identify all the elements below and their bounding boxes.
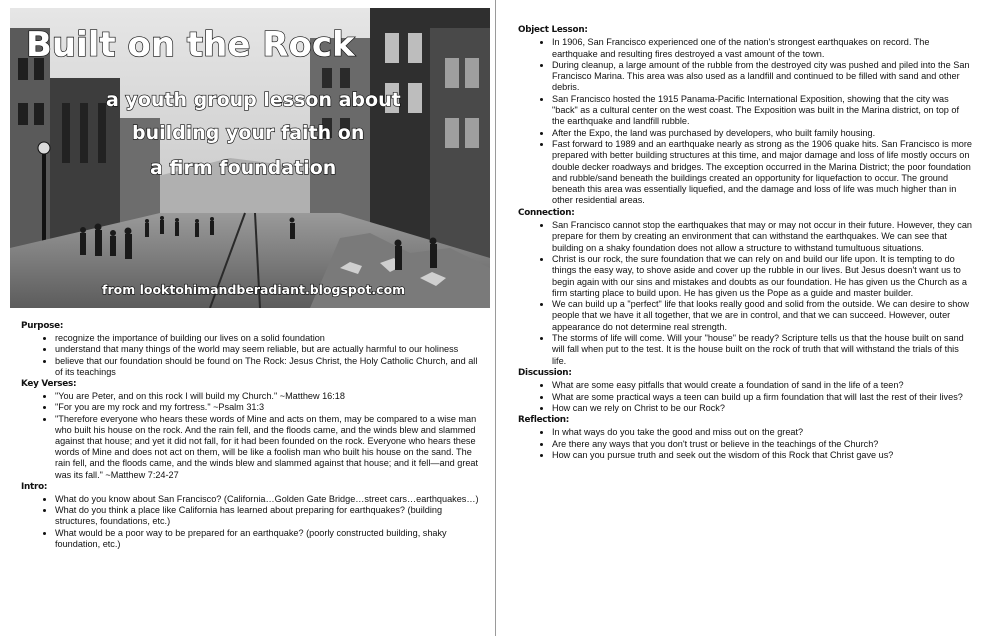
key-verse-item: • "Therefore everyone who hears these words of Mine and acts on them, may be compared to a wise man who built his house on the rock. And the rain fell, and the floods came, and the winds blew and slammed against that house; and yet it did not fall, for it had been founded on the rock. Everyone who hears these words of Mine and does not act on them, will be like a foolish man who built his house on the sand. The rain fell, and the floods came, and the winds blew and slammed against that house; and it fell—and great was its fall." ~Matthew 7:24-27 bbox=[55, 414, 480, 481]
reflection-heading: Reflection: bbox=[518, 415, 570, 426]
discussion-item: • What are some practical ways a teen can build up a firm foundation that will last the rest of their lives? bbox=[552, 392, 972, 403]
object-lesson-list bbox=[522, 37, 972, 206]
connection-heading: Connection: bbox=[518, 207, 575, 218]
discussion-heading: Discussion: bbox=[518, 367, 572, 378]
intro-item: • What do you know about San Francisco? (California…Golden Gate Bridge…street cars…earthquakes…) bbox=[55, 494, 480, 505]
banner-subtitle-line-3: a firm foundation bbox=[150, 157, 337, 179]
key-verses-list bbox=[25, 391, 480, 481]
earthquake-street-photo bbox=[10, 8, 490, 308]
object-lesson-item: • After the Expo, the land was purchased by developers, who built family housing. bbox=[552, 128, 972, 139]
object-lesson-item: • Fast forward to 1989 and an earthquake nearly as strong as the 1906 quake hits. San Francisco is more prepared with better building structures at this time, and major damage and loss of life mostly occurs on double decker roadways and bridges. The exception occurred in the Marina District; the poor foundation and rubble/sand beneath the buildings created an opportunity for liquefaction to occur. The ground beneath this area was essentially liquefied, and the damage and loss of life was much higher than in other residential areas. bbox=[552, 139, 972, 207]
connection-item: • San Francisco cannot stop the earthquakes that may or may not occur in their future. However, they can prepare for them by creating an environment that can withstand the earthquakes. We can see that building on a shaky foundation does not allow a structure to withstand tumultuous situations. bbox=[552, 220, 972, 254]
intro-list bbox=[25, 494, 480, 550]
purpose-heading: Purpose: bbox=[21, 321, 64, 331]
reflection-list bbox=[522, 427, 972, 461]
intro-heading: Intro: bbox=[21, 481, 48, 492]
left-column bbox=[21, 320, 480, 550]
banner-source: from looktohimandberadiant.blogspot.com bbox=[102, 282, 406, 297]
intro-item: • What would be a poor way to be prepared for an earthquake? (poorly constructed building, shaky foundation, etc.) bbox=[55, 528, 480, 550]
purpose-list bbox=[25, 333, 480, 378]
object-lesson-heading: Object Lesson: bbox=[518, 25, 588, 35]
banner-subtitle-line-2: building your faith on bbox=[132, 122, 365, 144]
connection-item: • The storms of life will come. Will your "house" be ready? Scripture tells us that the house built on sand will fall when put to the test. It is the house built on the rock of truth that will withstand the trials of this life. bbox=[552, 333, 972, 367]
banner-photo bbox=[10, 8, 490, 308]
discussion-list bbox=[522, 380, 972, 414]
reflection-item: • How can you pursue truth and seek out the wisdom of this Rock that Christ gave us? bbox=[552, 450, 972, 461]
banner-title: Built on the Rock bbox=[26, 25, 355, 65]
object-lesson-item: • In 1906, San Francisco experienced one of the nation's strongest earthquakes on record. The earthquake and resulting fires destroyed a vast amount of the town. bbox=[552, 37, 972, 60]
key-verses-heading: Key Verses: bbox=[21, 379, 77, 390]
banner-subtitle-line-1: a youth group lesson about bbox=[106, 89, 401, 111]
purpose-item: • recognize the importance of building our lives on a solid foundation bbox=[55, 333, 480, 344]
connection-item: • Christ is our rock, the sure foundation that we can rely on and build our life upon. It is tempting to do things the easy way, to shove aside and cover up the rubble in our lives. But Jesus doesn't want us to begin again with our sins and mistakes and doubts as our foundation. He has given us the Church as a firm starting place to build upon. He has given us the Pope as a guide and master builder. bbox=[552, 254, 972, 299]
discussion-item: • How can we rely on Christ to be our Rock? bbox=[552, 403, 972, 414]
connection-list bbox=[522, 220, 972, 367]
discussion-item: • What are some easy pitfalls that would create a foundation of sand in the life of a teen? bbox=[552, 380, 972, 391]
connection-item: • We can build up a "perfect" life that looks really good and solid from the outside. We can desire to show people that we have it all together, that we are in control, and that we can succeed. However, outer appearance do not determine real strength. bbox=[552, 299, 972, 333]
key-verse-item: • "For you are my rock and my fortress." ~Psalm 31:3 bbox=[55, 402, 480, 413]
object-lesson-item: • During cleanup, a large amount of the rubble from the destroyed city was pushed and piled into the San Francisco Marina. This area was also used as a landfill and continued to be filled with sand and other debris. bbox=[552, 60, 972, 94]
intro-item: • What do you think a place like California has learned about preparing for earthquakes? (building structures, foundations, etc.) bbox=[55, 505, 480, 527]
key-verse-item: • "You are Peter, and on this rock I will build my Church." ~Matthew 16:18 bbox=[55, 391, 480, 402]
reflection-item: • Are there any ways that you don't trust or believe in the teachings of the Church? bbox=[552, 439, 972, 450]
purpose-item: • believe that our foundation should be found on The Rock: Jesus Christ, the Holy Catholic Church, and all of its teachings bbox=[55, 356, 480, 378]
reflection-item: • In what ways do you take the good and miss out on the great? bbox=[552, 427, 972, 438]
purpose-item: • understand that many things of the world may seem reliable, but are actually harmful to our holiness bbox=[55, 344, 480, 355]
right-column bbox=[518, 24, 972, 461]
column-divider bbox=[495, 0, 496, 636]
object-lesson-item: • San Francisco hosted the 1915 Panama-Pacific International Exposition, showing that the city was "back" as a cultural center on the west coast. The Exposition was built in the Marina district, on top of the earthquake and landfill rubble. bbox=[552, 94, 972, 128]
